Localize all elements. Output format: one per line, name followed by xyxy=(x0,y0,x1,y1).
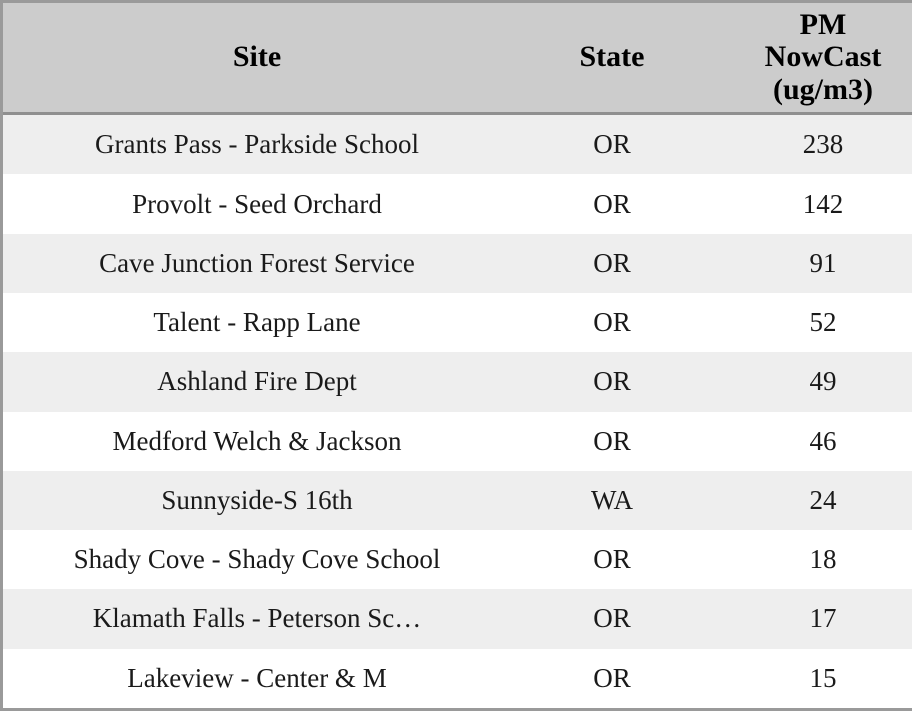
air-quality-table xyxy=(3,3,912,708)
cell-site: Ashland Fire Dept xyxy=(157,366,357,397)
column-header-pm-line-2: NowCast xyxy=(764,40,882,74)
table-row[interactable] xyxy=(3,589,912,648)
cell-pm: 52 xyxy=(809,307,837,338)
cell-state: OR xyxy=(593,662,631,693)
cell-pm: 49 xyxy=(809,366,837,397)
table-header xyxy=(3,3,912,114)
cell-pm: 24 xyxy=(809,484,837,515)
cell-state: OR xyxy=(593,425,631,456)
cell-site: Provolt - Seed Orchard xyxy=(132,188,382,219)
table-row[interactable] xyxy=(3,530,912,589)
cell-pm: 142 xyxy=(802,188,844,219)
cell-pm: 15 xyxy=(809,662,837,693)
cell-site: Lakeview - Center & M xyxy=(127,662,387,693)
cell-state: OR xyxy=(593,603,631,634)
column-header-state[interactable]: State xyxy=(511,3,713,114)
cell-site: Klamath Falls - Peterson Sc… xyxy=(92,603,422,634)
column-header-pm-line-3: (ug/m3) xyxy=(773,72,873,106)
table-row[interactable] xyxy=(3,471,912,530)
cell-site: Cave Junction Forest Service xyxy=(99,247,415,278)
cell-state: OR xyxy=(593,307,631,338)
cell-site: Sunnyside-S 16th xyxy=(161,484,353,515)
cell-pm: 18 xyxy=(809,544,837,575)
cell-state: OR xyxy=(593,188,631,219)
cell-pm: 46 xyxy=(809,425,837,456)
column-header-site[interactable]: Site xyxy=(3,3,511,114)
table-body xyxy=(3,114,912,708)
cell-site: Shady Cove - Shady Cove School xyxy=(73,544,441,575)
table-row[interactable] xyxy=(3,293,912,352)
cell-state: OR xyxy=(593,366,631,397)
cell-state: OR xyxy=(593,544,631,575)
table-row[interactable] xyxy=(3,174,912,233)
column-header-pm-line-1: PM xyxy=(799,8,847,41)
cell-site: Talent - Rapp Lane xyxy=(153,307,361,338)
cell-pm: 17 xyxy=(809,603,837,634)
cell-pm: 91 xyxy=(809,247,837,278)
cell-state: OR xyxy=(593,129,631,160)
cell-pm: 238 xyxy=(802,129,844,160)
column-header-pm-nowcast[interactable] xyxy=(713,3,912,114)
table-header-row xyxy=(3,3,912,114)
cell-site: Grants Pass - Parkside School xyxy=(95,129,419,160)
table-row[interactable] xyxy=(3,649,912,708)
cell-site: Medford Welch & Jackson xyxy=(112,425,402,456)
table-row[interactable] xyxy=(3,114,912,175)
table-row[interactable] xyxy=(3,352,912,411)
table-row[interactable] xyxy=(3,412,912,471)
table-row[interactable] xyxy=(3,234,912,293)
cell-state: OR xyxy=(593,247,631,278)
cell-state: WA xyxy=(591,484,633,515)
